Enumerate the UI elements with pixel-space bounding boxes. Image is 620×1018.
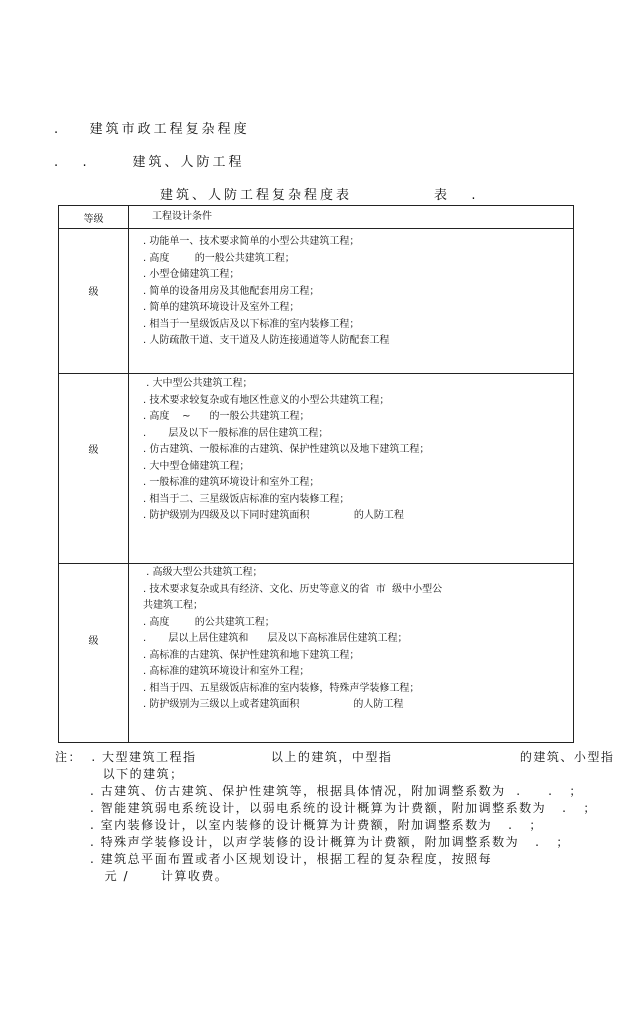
condition-line: . 大中型公共建筑工程； — [143, 378, 253, 389]
row-grade-1: 级 — [88, 287, 99, 298]
row-grade-3: 级 — [88, 636, 99, 647]
condition-line: . 小型仓储建筑工程； — [143, 269, 240, 280]
row-conditions-2 — [143, 376, 429, 525]
row-grade-2: 级 — [88, 445, 99, 456]
complexity-table — [58, 205, 574, 743]
condition-line: . 人防疏散干道、支干道及人防连接通道等人防配套工程 — [143, 335, 390, 346]
note-line: 元 / 计算收费。 — [94, 869, 229, 883]
notes-label: 注： — [55, 750, 83, 764]
condition-line: . 高级大型公共建筑工程； — [143, 567, 263, 578]
condition-line: . 大中型仓储建筑工程； — [143, 460, 250, 472]
table-caption: 建筑、人防工程复杂程度表 — [160, 188, 353, 203]
condition-line: . 功能单一、技术要求简单的小型公共建筑工程； — [143, 236, 360, 247]
condition-line: . 高度 ~ 的一般公共建筑工程； — [143, 411, 310, 422]
condition-line: . 防护级别为四级及以下同时建筑面积 的人防工程 — [143, 510, 404, 521]
condition-line: . 防护级别为三级以上或者建筑面积 的人防工程 — [143, 699, 404, 710]
condition-line: . 相当于四、五星级饭店标准的室内装修，特殊声学装修工程； — [143, 682, 420, 694]
condition-line: . 高度 的公共建筑工程； — [143, 616, 275, 628]
row-divider — [59, 228, 573, 229]
condition-line: . 一般标准的建筑环境设计和室外工程； — [143, 477, 320, 488]
condition-line: . 仿古建筑、一般标准的古建筑、保护性建筑以及地下建筑工程； — [143, 444, 430, 455]
row-conditions-1 — [143, 234, 389, 350]
condition-line: . 相当于一星级饭店及以下标准的室内装修工程； — [143, 318, 360, 330]
condition-line: 共建筑工程； — [143, 600, 203, 611]
table-number: 表 . — [434, 188, 479, 203]
row-divider — [59, 563, 573, 564]
condition-line: . 高标准的建筑环境设计和室外工程； — [143, 666, 310, 677]
condition-line: . 简单的设备用房及其他配套用房工程； — [143, 285, 320, 297]
header-conditions: 工程设计条件 — [152, 211, 212, 222]
condition-line: . 简单的建筑环境设计及室外工程； — [143, 302, 300, 313]
column-divider — [128, 206, 129, 742]
note-line: . 室内装修设计，以室内装修的设计概算为计费额，附加调整系数为 . ； — [90, 818, 543, 832]
condition-line: . 高度 的一般公共建筑工程； — [143, 252, 295, 264]
row-divider — [59, 373, 573, 374]
header-grade: 等级 — [83, 214, 104, 225]
condition-line: . 技术要求复杂或具有经济、文化、历史等意义的省 市 级中小型公 — [143, 583, 443, 595]
note-line: . 特殊声学装修设计，以声学装修的设计概算为计费额，附加调整系数为 . ； — [90, 835, 570, 849]
section-heading: . 建筑市政工程复杂程度 — [54, 122, 250, 137]
condition-line: . 层以上居住建筑和 层及以下高标准居住建筑工程； — [143, 633, 408, 644]
condition-line: . 层及以下一般标准的居住建筑工程； — [143, 427, 329, 439]
subsection-heading: . . 建筑、人防工程 — [54, 155, 245, 170]
condition-line: . 技术要求较复杂或有地区性意义的小型公共建筑工程； — [143, 394, 390, 406]
note-line: 以下的建筑； — [92, 767, 184, 781]
note-line: . 大型建筑工程指 以上的建筑，中型指 的建筑、小型指 — [86, 750, 615, 764]
note-line: . 智能建筑弱电系统设计，以弱电系统的设计概算为计费额，附加调整系数为 . ； — [90, 801, 597, 815]
note-line: . 古建筑、仿古建筑、保护性建筑等，根据具体情况，附加调整系数为 . . ； — [90, 784, 583, 798]
row-conditions-3 — [143, 565, 442, 714]
note-line: . 建筑总平面布置或者小区规划设计，根据工程的复杂程度，按照每 — [90, 852, 493, 866]
condition-line: . 相当于二、三星级饭店标准的室内装修工程； — [143, 493, 350, 505]
condition-line: . 高标准的古建筑、保护性建筑和地下建筑工程； — [143, 649, 360, 661]
